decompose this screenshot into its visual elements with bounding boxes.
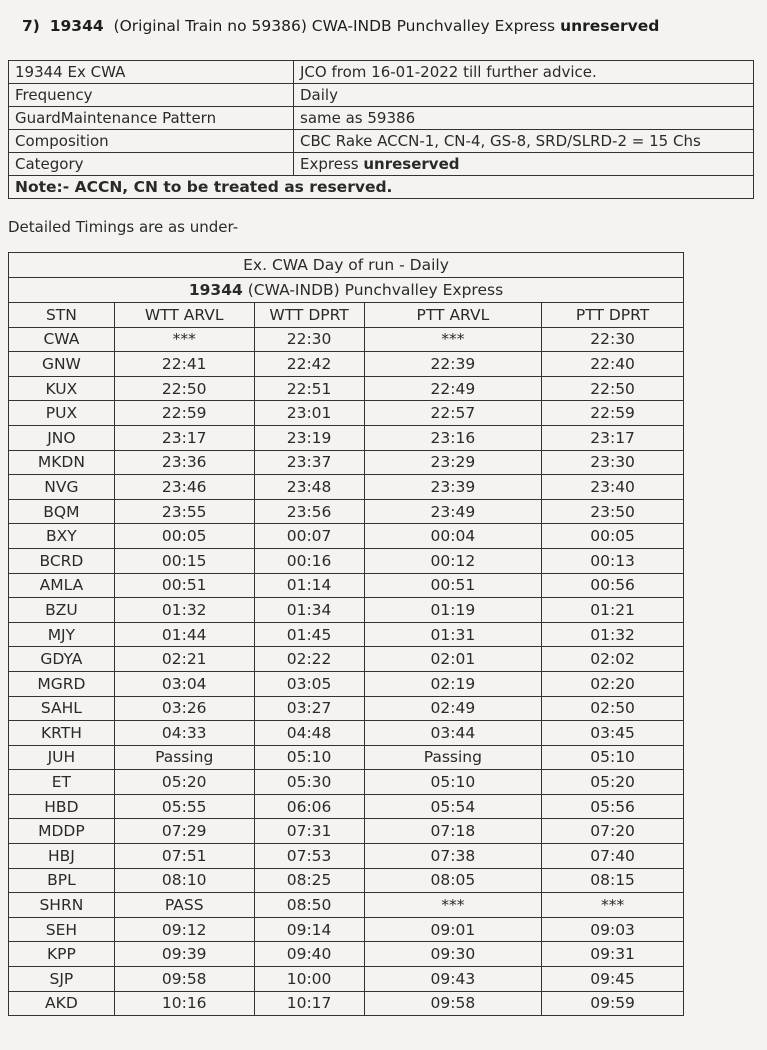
- ptt-departure: 01:21: [542, 598, 684, 623]
- wtt-departure: 01:14: [254, 573, 364, 598]
- wtt-arrival: 02:21: [114, 647, 254, 672]
- wtt-departure: 07:53: [254, 844, 364, 869]
- ptt-departure: 05:56: [542, 794, 684, 819]
- station-code: HBD: [9, 794, 115, 819]
- station-code: ET: [9, 770, 115, 795]
- ptt-arrival: 00:12: [364, 548, 542, 573]
- info-key: Frequency: [9, 84, 294, 107]
- ptt-arrival: 09:58: [364, 991, 542, 1016]
- ptt-arrival: 05:10: [364, 770, 542, 795]
- ptt-arrival: Passing: [364, 745, 542, 770]
- wtt-departure: 03:27: [254, 696, 364, 721]
- info-table: [8, 60, 754, 199]
- ptt-departure: 22:59: [542, 401, 684, 426]
- table-row: [9, 868, 684, 893]
- column-header: STN: [9, 303, 115, 328]
- ptt-arrival: 23:49: [364, 499, 542, 524]
- station-code: BQM: [9, 499, 115, 524]
- wtt-arrival: 23:46: [114, 475, 254, 500]
- table-row: [9, 548, 684, 573]
- wtt-departure: 23:19: [254, 425, 364, 450]
- column-header: WTT DPRT: [254, 303, 364, 328]
- wtt-arrival: 09:58: [114, 967, 254, 992]
- wtt-arrival: 03:26: [114, 696, 254, 721]
- wtt-departure: 10:00: [254, 967, 364, 992]
- wtt-departure: 22:42: [254, 352, 364, 377]
- wtt-departure: 04:48: [254, 721, 364, 746]
- wtt-departure: 05:10: [254, 745, 364, 770]
- ptt-departure: 01:32: [542, 622, 684, 647]
- wtt-arrival: 01:32: [114, 598, 254, 623]
- info-row: [9, 130, 754, 153]
- ptt-arrival: 09:30: [364, 942, 542, 967]
- wtt-departure: 09:14: [254, 917, 364, 942]
- info-value-text: Express: [300, 155, 359, 173]
- station-code: SHRN: [9, 893, 115, 918]
- info-value: [294, 107, 754, 130]
- ptt-departure: 02:20: [542, 671, 684, 696]
- ptt-departure: 00:13: [542, 548, 684, 573]
- ptt-departure: 09:45: [542, 967, 684, 992]
- ptt-departure: 09:03: [542, 917, 684, 942]
- station-code: MDDP: [9, 819, 115, 844]
- column-header-row: [9, 303, 684, 328]
- info-value-text: CBC Rake ACCN-1, CN-4, GS-8, SRD/SLRD-2 = 15 Chs: [300, 132, 701, 150]
- wtt-arrival: 08:10: [114, 868, 254, 893]
- station-code: SEH: [9, 917, 115, 942]
- detail-text: Detailed Timings are as under-: [8, 218, 239, 236]
- wtt-arrival: 07:29: [114, 819, 254, 844]
- table-row: [9, 794, 684, 819]
- station-code: BCRD: [9, 548, 115, 573]
- wtt-departure: 23:48: [254, 475, 364, 500]
- ptt-departure: 00:05: [542, 524, 684, 549]
- station-code: BXY: [9, 524, 115, 549]
- table-row: [9, 524, 684, 549]
- ptt-arrival: 00:04: [364, 524, 542, 549]
- station-code: MKDN: [9, 450, 115, 475]
- note-text: Note:- ACCN, CN to be treated as reserved.: [9, 176, 754, 199]
- table-row: [9, 450, 684, 475]
- ptt-arrival: ***: [364, 327, 542, 352]
- ptt-arrival: 09:43: [364, 967, 542, 992]
- table-row: [9, 967, 684, 992]
- ptt-arrival: 09:01: [364, 917, 542, 942]
- station-code: NVG: [9, 475, 115, 500]
- table-row: [9, 893, 684, 918]
- ptt-arrival: 22:39: [364, 352, 542, 377]
- wtt-arrival: 22:41: [114, 352, 254, 377]
- ptt-arrival: 23:16: [364, 425, 542, 450]
- station-code: KRTH: [9, 721, 115, 746]
- section-heading: [22, 17, 659, 35]
- wtt-departure: 00:16: [254, 548, 364, 573]
- wtt-departure: 07:31: [254, 819, 364, 844]
- ptt-arrival: 02:49: [364, 696, 542, 721]
- ptt-departure: 00:56: [542, 573, 684, 598]
- station-code: AKD: [9, 991, 115, 1016]
- info-key: 19344 Ex CWA: [9, 61, 294, 84]
- info-value: [294, 84, 754, 107]
- ptt-arrival: 02:01: [364, 647, 542, 672]
- wtt-arrival: 23:17: [114, 425, 254, 450]
- wtt-arrival: 22:59: [114, 401, 254, 426]
- train-number: 19344: [49, 17, 104, 35]
- wtt-arrival: 09:39: [114, 942, 254, 967]
- table-row: [9, 721, 684, 746]
- info-key: GuardMaintenance Pattern: [9, 107, 294, 130]
- ptt-departure: 09:31: [542, 942, 684, 967]
- info-value-text: same as 59386: [300, 109, 416, 127]
- info-value-bold: unreserved: [363, 155, 460, 173]
- column-header: PTT DPRT: [542, 303, 684, 328]
- table-row: [9, 844, 684, 869]
- wtt-departure: 00:07: [254, 524, 364, 549]
- table-row: [9, 425, 684, 450]
- ptt-arrival: 07:18: [364, 819, 542, 844]
- wtt-departure: 03:05: [254, 671, 364, 696]
- ptt-departure: ***: [542, 893, 684, 918]
- wtt-arrival: 04:33: [114, 721, 254, 746]
- wtt-departure: 23:56: [254, 499, 364, 524]
- station-code: AMLA: [9, 573, 115, 598]
- wtt-departure: 08:50: [254, 893, 364, 918]
- ptt-departure: 07:40: [542, 844, 684, 869]
- table-row: [9, 647, 684, 672]
- station-code: SJP: [9, 967, 115, 992]
- table-row: [9, 770, 684, 795]
- wtt-arrival: 07:51: [114, 844, 254, 869]
- timings-table: [8, 252, 684, 1016]
- wtt-arrival: 10:16: [114, 991, 254, 1016]
- wtt-arrival: 00:05: [114, 524, 254, 549]
- station-code: HBJ: [9, 844, 115, 869]
- ptt-arrival: 03:44: [364, 721, 542, 746]
- wtt-departure: 06:06: [254, 794, 364, 819]
- train-description: (Original Train no 59386) CWA-INDB Punchvalley Express: [113, 17, 556, 35]
- ptt-departure: 22:40: [542, 352, 684, 377]
- station-code: MGRD: [9, 671, 115, 696]
- info-row: [9, 107, 754, 130]
- ptt-departure: 23:17: [542, 425, 684, 450]
- wtt-departure: 01:34: [254, 598, 364, 623]
- wtt-arrival: 23:55: [114, 499, 254, 524]
- wtt-departure: 01:45: [254, 622, 364, 647]
- table-row: [9, 598, 684, 623]
- info-key: Category: [9, 153, 294, 176]
- timings-train-name: (CWA-INDB) Punchvalley Express: [247, 281, 504, 299]
- table-row: [9, 942, 684, 967]
- wtt-arrival: 22:50: [114, 376, 254, 401]
- table-row: [9, 327, 684, 352]
- info-row: [9, 84, 754, 107]
- wtt-departure: 23:01: [254, 401, 364, 426]
- train-status: unreserved: [560, 17, 660, 35]
- table-row: [9, 499, 684, 524]
- ptt-departure: 23:40: [542, 475, 684, 500]
- ptt-arrival: 00:51: [364, 573, 542, 598]
- table-row: [9, 671, 684, 696]
- table-row: [9, 991, 684, 1016]
- ptt-arrival: 05:54: [364, 794, 542, 819]
- ptt-arrival: ***: [364, 893, 542, 918]
- wtt-departure: 05:30: [254, 770, 364, 795]
- ptt-departure: 08:15: [542, 868, 684, 893]
- table-row: [9, 475, 684, 500]
- station-code: JUH: [9, 745, 115, 770]
- station-code: PUX: [9, 401, 115, 426]
- table-row: [9, 622, 684, 647]
- table-row: [9, 376, 684, 401]
- info-value: [294, 153, 754, 176]
- station-code: GNW: [9, 352, 115, 377]
- info-value: [294, 130, 754, 153]
- wtt-departure: 09:40: [254, 942, 364, 967]
- wtt-arrival: 00:51: [114, 573, 254, 598]
- wtt-departure: 22:30: [254, 327, 364, 352]
- table-row: [9, 401, 684, 426]
- table-row: [9, 819, 684, 844]
- ptt-arrival: 01:31: [364, 622, 542, 647]
- station-code: SAHL: [9, 696, 115, 721]
- info-value-text: JCO from 16-01-2022 till further advice.: [300, 63, 597, 81]
- info-value: [294, 61, 754, 84]
- wtt-arrival: 05:55: [114, 794, 254, 819]
- ptt-arrival: 07:38: [364, 844, 542, 869]
- station-code: MJY: [9, 622, 115, 647]
- station-code: CWA: [9, 327, 115, 352]
- wtt-arrival: Passing: [114, 745, 254, 770]
- ptt-arrival: 22:57: [364, 401, 542, 426]
- station-code: KUX: [9, 376, 115, 401]
- station-code: JNO: [9, 425, 115, 450]
- wtt-arrival: 03:04: [114, 671, 254, 696]
- ptt-departure: 02:02: [542, 647, 684, 672]
- column-header: WTT ARVL: [114, 303, 254, 328]
- table-row: [9, 745, 684, 770]
- wtt-arrival: PASS: [114, 893, 254, 918]
- ptt-arrival: 22:49: [364, 376, 542, 401]
- ptt-departure: 22:50: [542, 376, 684, 401]
- ptt-departure: 03:45: [542, 721, 684, 746]
- ptt-departure: 07:20: [542, 819, 684, 844]
- wtt-arrival: 23:36: [114, 450, 254, 475]
- column-header: PTT ARVL: [364, 303, 542, 328]
- table-row: [9, 573, 684, 598]
- wtt-arrival: 01:44: [114, 622, 254, 647]
- wtt-arrival: 05:20: [114, 770, 254, 795]
- wtt-arrival: 09:12: [114, 917, 254, 942]
- info-key: Composition: [9, 130, 294, 153]
- info-row: [9, 61, 754, 84]
- station-code: GDYA: [9, 647, 115, 672]
- wtt-departure: 22:51: [254, 376, 364, 401]
- ptt-arrival: 02:19: [364, 671, 542, 696]
- ptt-arrival: 23:29: [364, 450, 542, 475]
- station-code: BZU: [9, 598, 115, 623]
- station-code: KPP: [9, 942, 115, 967]
- wtt-departure: 10:17: [254, 991, 364, 1016]
- ptt-departure: 05:10: [542, 745, 684, 770]
- ptt-departure: 23:50: [542, 499, 684, 524]
- ptt-departure: 02:50: [542, 696, 684, 721]
- table-row: [9, 352, 684, 377]
- ptt-departure: 05:20: [542, 770, 684, 795]
- wtt-departure: 02:22: [254, 647, 364, 672]
- wtt-arrival: 00:15: [114, 548, 254, 573]
- timings-train-title: [9, 278, 684, 303]
- ptt-departure: 09:59: [542, 991, 684, 1016]
- ptt-departure: 22:30: [542, 327, 684, 352]
- timings-train-number: 19344: [188, 281, 243, 299]
- wtt-departure: 08:25: [254, 868, 364, 893]
- station-code: BPL: [9, 868, 115, 893]
- table-row: [9, 696, 684, 721]
- ptt-departure: 23:30: [542, 450, 684, 475]
- info-value-text: Daily: [300, 86, 338, 104]
- wtt-arrival: ***: [114, 327, 254, 352]
- ptt-arrival: 23:39: [364, 475, 542, 500]
- timings-caption: Ex. CWA Day of run - Daily: [9, 253, 684, 278]
- ptt-arrival: 01:19: [364, 598, 542, 623]
- wtt-departure: 23:37: [254, 450, 364, 475]
- section-number: 7): [22, 17, 40, 35]
- table-row: [9, 917, 684, 942]
- info-row: [9, 153, 754, 176]
- ptt-arrival: 08:05: [364, 868, 542, 893]
- note-row: [9, 176, 754, 199]
